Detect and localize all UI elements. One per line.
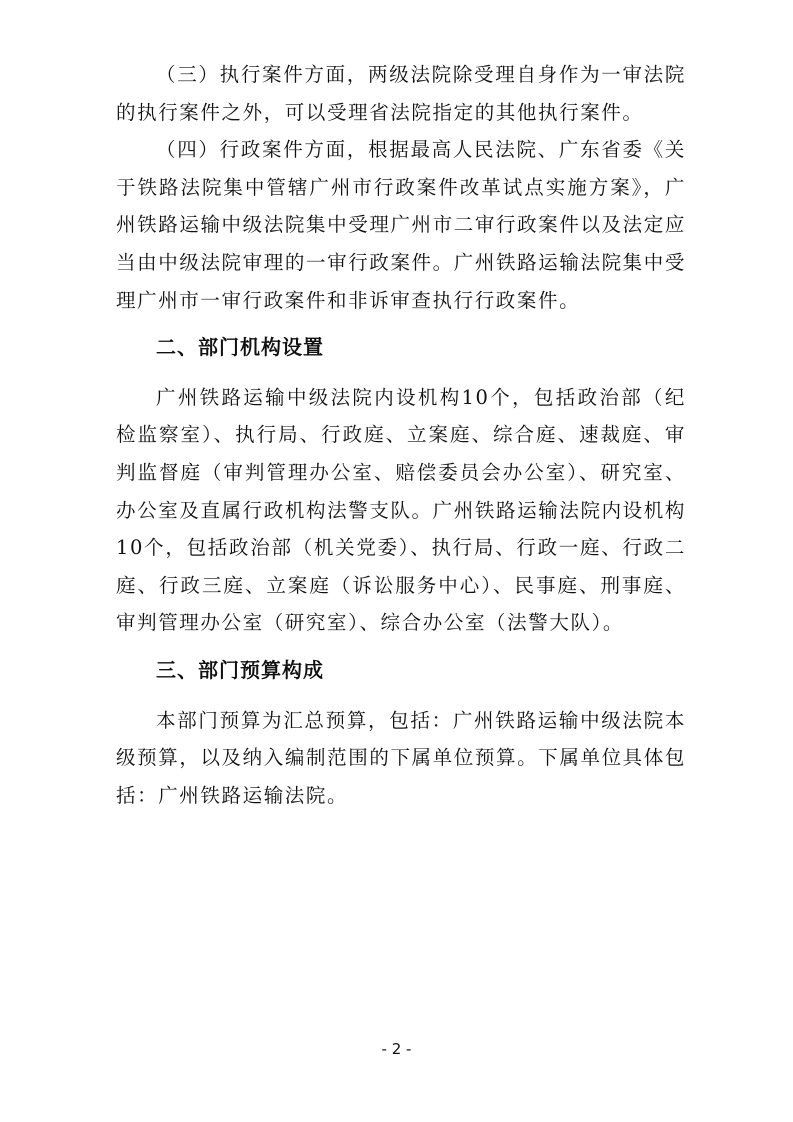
paragraph-structure: 广州铁路运输中级法院内设机构10个，包括政治部（纪检监察室）、执行局、行政庭、立案庭、综合庭、速裁庭、审判监督庭（审判管理办公室、赔偿委员会办公室）、研究室、办公室及直属行政机构法警支队。广州铁路运输法院内设机构10个，包括政治部（机关党委）、执行局、行政一庭、行政二庭、行政三庭、立案庭（诉讼服务中心）、民事庭、刑事庭、审判管理办公室（研究室）、综合办公室（法警大队）。: [116, 385, 686, 635]
document-body: [116, 56, 686, 814]
paragraph-administrative-cases: （四）行政案件方面，根据最高人民法院、广东省委《关于铁路法院集中管辖广州市行政案件改革试点实施方案》，广州铁路运输中级法院集中受理广州市二审行政案件以及法定应当由中级法院审理的一审行政案件。广州铁路运输法院集中受理广州市一审行政案件和非诉审查执行行政案件。: [116, 138, 686, 312]
section-heading-structure: 二、部门机构设置: [156, 335, 324, 360]
page-number: - 2 -: [381, 1040, 412, 1058]
paragraph-execution-cases: （三）执行案件方面，两级法院除受理自身作为一审法院的执行案件之外，可以受理省法院指定的其他执行案件。: [116, 63, 686, 124]
section-heading-budget: 三、部门预算构成: [156, 657, 324, 682]
paragraph-budget: 本部门预算为汇总预算，包括：广州铁路运输中级法院本级预算，以及纳入编制范围的下属单位预算。下属单位具体包括：广州铁路运输法院。: [116, 708, 686, 807]
